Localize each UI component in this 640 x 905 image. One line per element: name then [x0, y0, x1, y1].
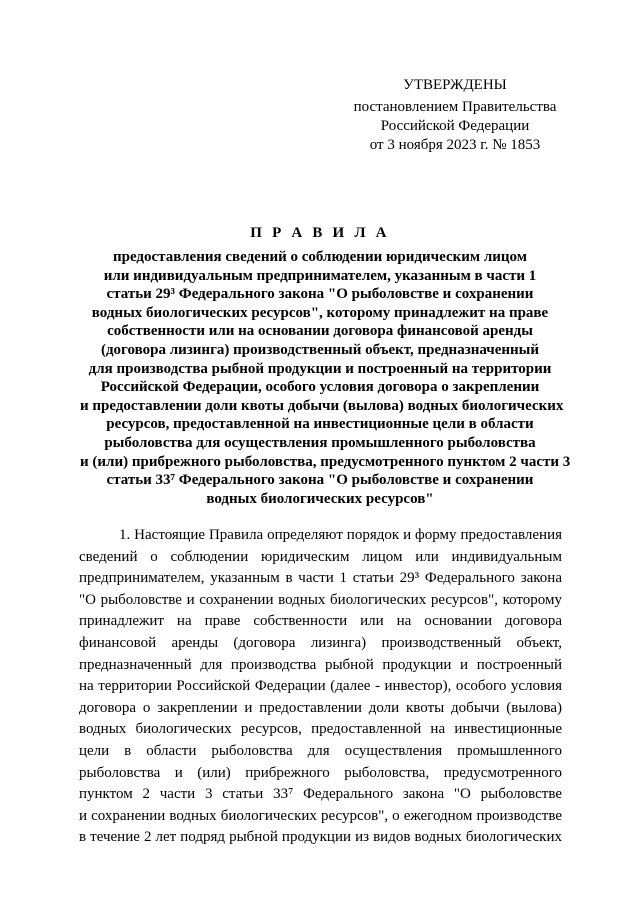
subtitle-line: и предоставлении доли квоты добычи (вылова) водных биологических: [80, 397, 564, 414]
body-line: рыболовства и (или) прибрежного рыболовства, предусмотренного: [79, 764, 562, 781]
body-line: договора о закреплении и предоставлении доли квоты добычи (вылова): [79, 699, 562, 716]
document-subtitle: [80, 248, 571, 508]
body-line: 1. Настоящие Правила определяют порядок и форму предоставления: [119, 527, 562, 543]
subtitle-line: водных биологических ресурсов", которому принадлежит на праве: [91, 304, 549, 321]
subtitle-line: (договора лизинга) производственный объект, предназначенный: [100, 341, 540, 358]
body-line: принадлежит на праве собственности или на основании договора: [79, 613, 562, 630]
subtitle-line: Российской Федерации, особого условия договора о закреплении: [100, 379, 540, 396]
approval-block: [330, 76, 580, 155]
approval-line: Российской Федерации: [380, 118, 530, 134]
body-line: сведений о соблюдении юридическим лицом или индивидуальным: [79, 548, 562, 565]
subtitle-line: статьи 33⁷ Федерального закона "О рыболовстве и сохранении: [106, 472, 534, 489]
subtitle-line: и (или) прибрежного рыболовства, предусмотренного пунктом 2 части 3: [80, 453, 571, 470]
subtitle-line: ресурсов, предоставленной на инвестиционные цели в области: [106, 416, 534, 433]
body-line: финансовой аренды (договора лизинга) производственный объект,: [79, 634, 562, 651]
body-line: предназначенный для производства рыбной продукции и построенный: [79, 656, 562, 673]
body-line: водных биологических ресурсов, предоставленной на инвестиционные: [79, 721, 562, 738]
body-paragraph: [79, 525, 562, 849]
body-line: "О рыболовстве и сохранении водных биологических ресурсов", которому: [79, 591, 562, 608]
subtitle-line: предоставления сведений о соблюдении юридическим лицом: [112, 249, 527, 265]
document-title: П Р А В И Л А: [250, 225, 390, 241]
body-line: предпринимателем, указанным в части 1 статьи 29³ Федерального закона: [79, 570, 562, 587]
subtitle-line: статьи 29³ Федерального закона "О рыболовстве и сохранении: [106, 286, 534, 303]
body-line: пунктом 2 части 3 статьи 33⁷ Федерального закона "О рыболовстве: [79, 786, 562, 803]
subtitle-line: рыболовства для осуществления промышленного рыболовства: [104, 434, 536, 451]
subtitle-line: водных биологических ресурсов": [206, 490, 434, 507]
approval-line: постановлением Правительства: [353, 99, 557, 115]
subtitle-line: для производства рыбной продукции и построенный на территории: [88, 360, 552, 377]
body-line: цели в области рыболовства для осуществления промышленного: [79, 742, 562, 759]
body-line: на территории Российской Федерации (далее - инвестор), особого условия: [79, 678, 562, 695]
subtitle-line: собственности или на основании договора финансовой аренды: [107, 323, 533, 340]
body-line: в течение 2 лет подряд рыбной продукции из видов водных биологических: [79, 829, 562, 846]
approval-line: от 3 ноября 2023 г. № 1853: [369, 137, 541, 153]
approval-heading: УТВЕРЖДЕНЫ: [403, 77, 507, 93]
body-line: и сохранении водных биологических ресурсов", о ежегодном производстве: [79, 807, 562, 824]
subtitle-line: или индивидуальным предпринимателем, указанным в части 1: [103, 267, 537, 284]
